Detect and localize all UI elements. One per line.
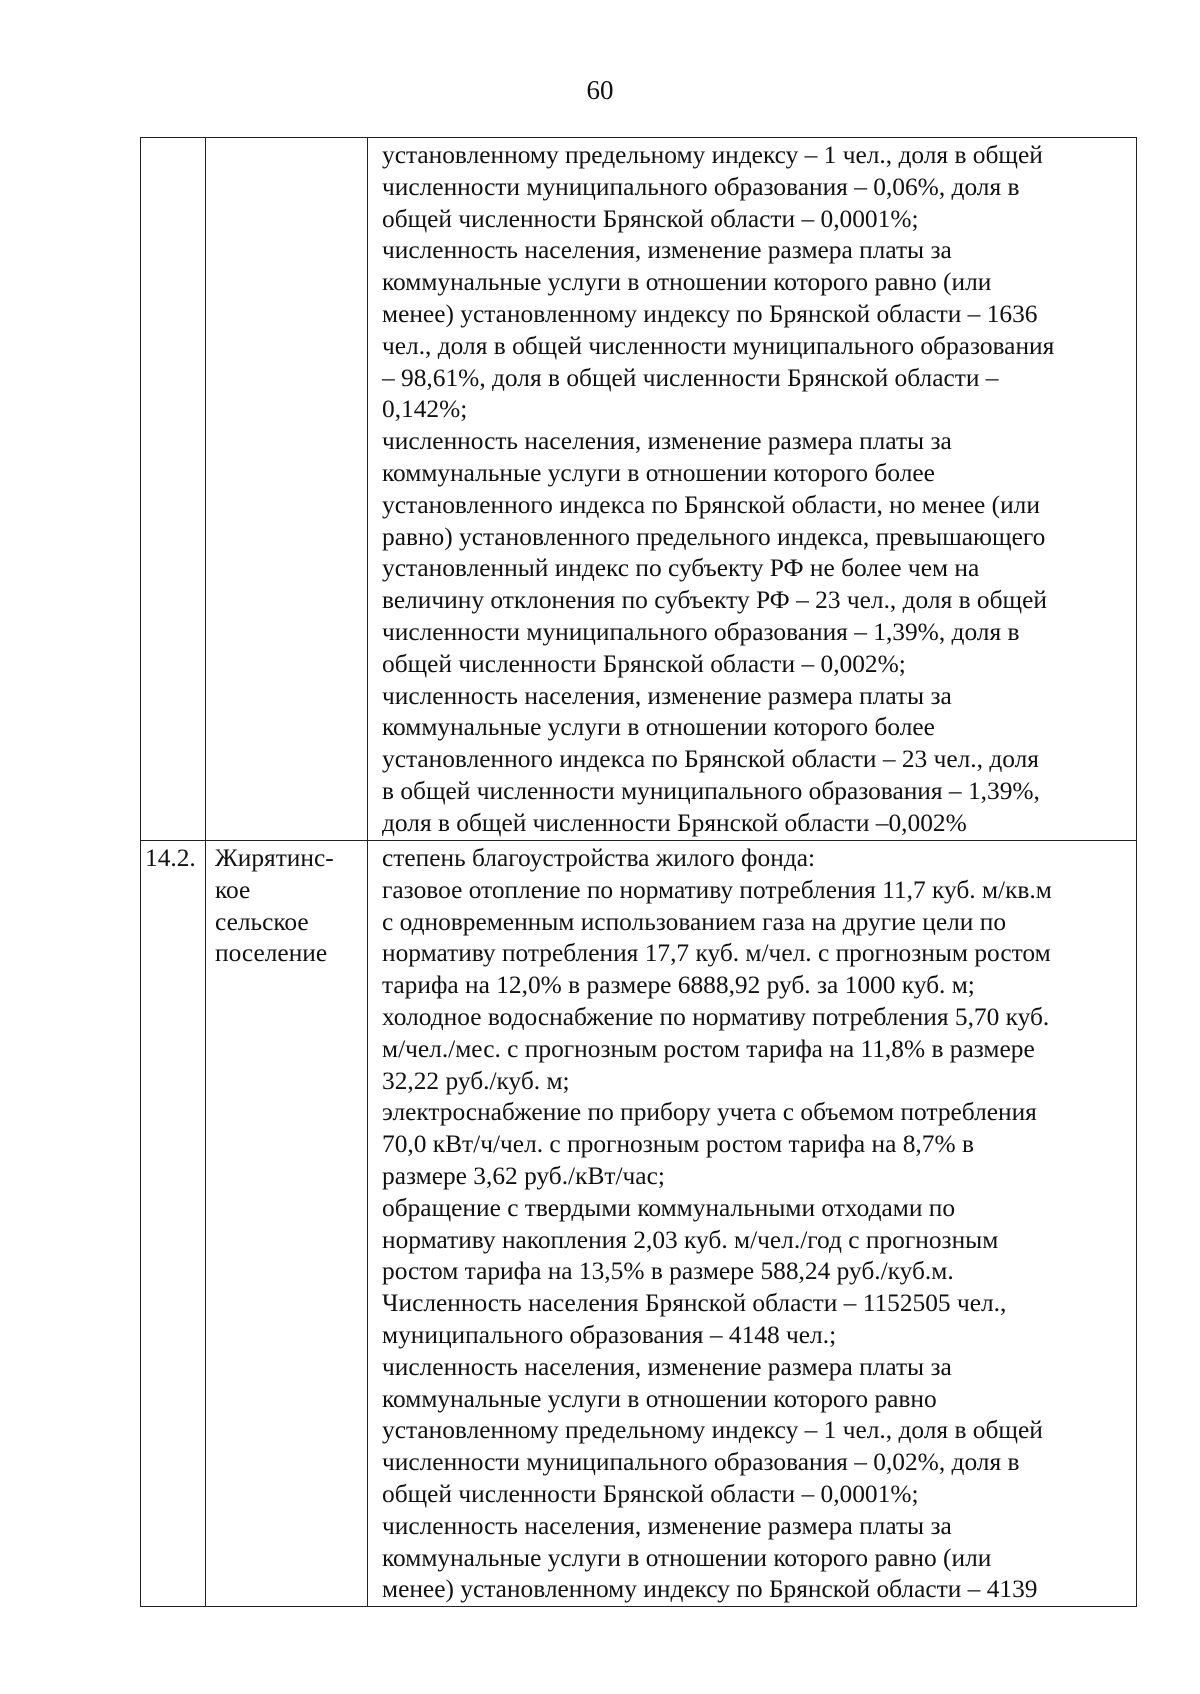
text-line: общей численности Брянской области – 0,002%; <box>382 649 906 678</box>
text-line: муниципального образования – 4148 чел.; <box>382 1320 837 1349</box>
text-line: установленному предельному индексу – 1 чел., доля в общей <box>382 141 1043 169</box>
text-line: величину отклонения по субъекту РФ – 23 чел., доля в общей <box>382 586 1047 615</box>
text-line: газовое отопление по нормативу потребления 11,7 куб. м/кв.м <box>382 875 1052 904</box>
text-line: общей численности Брянской области – 0,0001%; <box>382 1479 919 1508</box>
text-line: общей численности Брянской области – 0,0001%; <box>382 204 919 233</box>
text-line: с одновременным использованием газа на другие цели по <box>382 907 1007 936</box>
text-line: установленного индекса по Брянской области – 23 чел., доля <box>382 745 1039 774</box>
text-line: менее) установленному индексу по Брянской области – 4139 <box>382 1575 1038 1604</box>
text-line: обращение с твердыми коммунальными отходами по <box>382 1193 956 1222</box>
text-line: доля в общей численности Брянской области –0,002% <box>382 808 967 837</box>
text-line: – 98,61%, доля в общей численности Брянской области – <box>382 363 999 392</box>
row-number-cell <box>141 138 206 841</box>
indicator-text-cell <box>368 841 1137 1607</box>
text-line: менее) установленному индексу по Брянской области – 1636 <box>382 299 1038 328</box>
text-line: коммунальные услуги в отношении которого более <box>382 458 935 487</box>
text-line: в общей численности муниципального образования – 1,39%, <box>382 776 1040 805</box>
text-line: ростом тарифа на 13,5% в размере 588,24 руб./куб.м. <box>382 1257 954 1286</box>
text-line: численности муниципального образования – 0,02%, доля в <box>382 1448 1020 1477</box>
text-line: равно) установленного предельного индекса, превышающего <box>382 522 1046 551</box>
text-line: численность населения, изменение размера платы за <box>382 1352 952 1381</box>
document-table <box>140 137 1137 1607</box>
text-line: численности муниципального образования – 1,39%, доля в <box>382 617 1020 646</box>
text-line: коммунальные услуги в отношении которого равно (или <box>382 1543 992 1572</box>
text-line: коммунальные услуги в отношении которого более <box>382 713 935 742</box>
text-line: 0,142%; <box>382 395 468 424</box>
text-line: 70,0 кВт/ч/чел. с прогнозным ростом тарифа на 8,7% в <box>382 1130 974 1159</box>
text-line: Жирятинс- <box>215 844 334 872</box>
indicator-text-cell <box>368 138 1137 841</box>
text-line: численность населения, изменение размера платы за <box>382 427 952 456</box>
text-line: сельское <box>215 907 309 936</box>
text-line: численности муниципального образования – 0,06%, доля в <box>382 172 1020 201</box>
text-line: кое <box>215 875 251 904</box>
text-line: Численность населения Брянской области – 1152505 чел., <box>382 1289 1007 1318</box>
municipality-name-cell <box>206 138 368 841</box>
text-line: м/чел./мес. с прогнозным ростом тарифа на 11,8% в размере <box>382 1034 1035 1063</box>
text-line: установленного индекса по Брянской области, но менее (или <box>382 490 1040 519</box>
page-number: 60 <box>586 75 614 105</box>
text-line: установленный индекс по субъекту РФ не более чем на <box>382 554 980 583</box>
table-row <box>141 138 1137 841</box>
text-line: численность населения, изменение размера платы за <box>382 681 952 710</box>
text-line: коммунальные услуги в отношении которого равно (или <box>382 268 992 297</box>
text-line: 32,22 руб./куб. м; <box>382 1066 570 1095</box>
text-line: холодное водоснабжение по нормативу потребления 5,70 куб. <box>382 1002 1050 1031</box>
text-line: чел., доля в общей численности муниципального образования <box>382 331 1055 360</box>
text-line: численность населения, изменение размера платы за <box>382 236 952 265</box>
table-row <box>141 841 1137 1607</box>
text-line: поселение <box>215 939 328 968</box>
text-line: коммунальные услуги в отношении которого равно <box>382 1384 937 1413</box>
text-line: размере 3,62 руб./кВт/час; <box>382 1161 665 1190</box>
text-line: установленному предельному индексу – 1 чел., доля в общей <box>382 1416 1043 1445</box>
text-line: нормативу потребления 17,7 куб. м/чел. с прогнозным ростом <box>382 939 1051 968</box>
row-number-cell: 14.2. <box>141 841 206 1607</box>
text-line: численность населения, изменение размера платы за <box>382 1511 952 1540</box>
text-line: нормативу накопления 2,03 куб. м/чел./год с прогнозным <box>382 1225 999 1254</box>
municipality-name-cell <box>206 841 368 1607</box>
text-line: электроснабжение по прибору учета с объемом потребления <box>382 1098 1037 1127</box>
text-line: степень благоустройства жилого фонда: <box>382 844 816 872</box>
text-line: тарифа на 12,0% в размере 6888,92 руб. за 1000 куб. м; <box>382 971 975 1000</box>
